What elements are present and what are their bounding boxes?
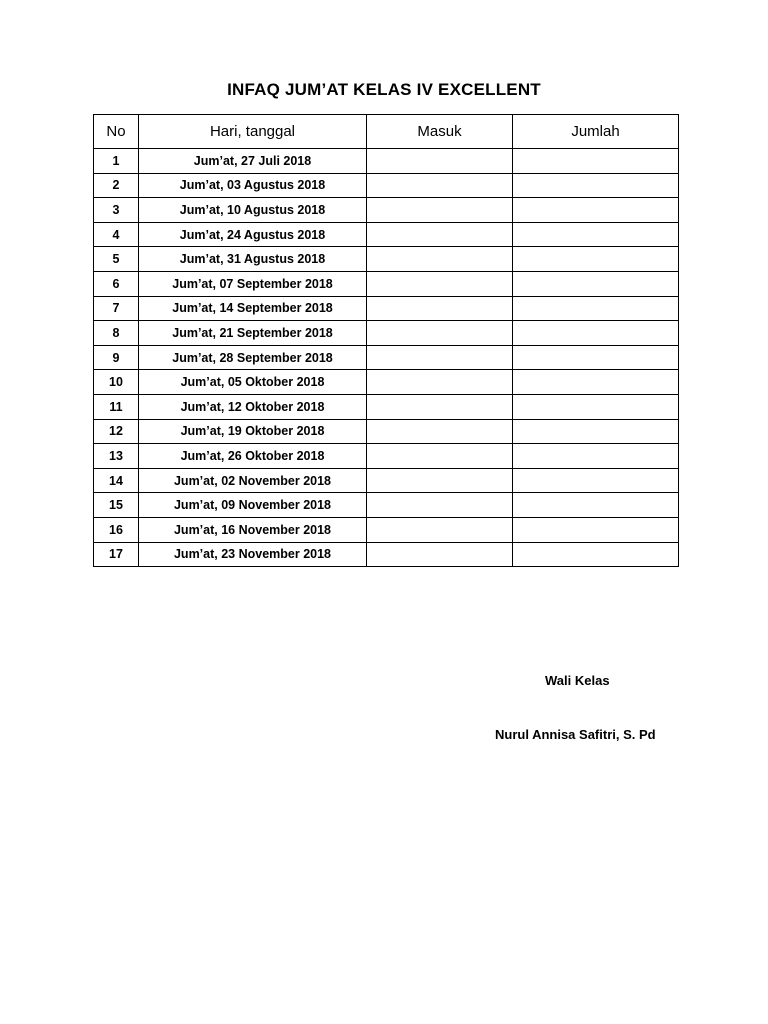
table-row bbox=[94, 173, 679, 198]
table-row bbox=[94, 296, 679, 321]
table-row bbox=[94, 468, 679, 493]
cell-jumlah bbox=[513, 542, 679, 567]
cell-masuk bbox=[367, 419, 513, 444]
cell-no: 13 bbox=[94, 444, 139, 469]
cell-masuk bbox=[367, 394, 513, 419]
table-row bbox=[94, 493, 679, 518]
header-jumlah: Jumlah bbox=[513, 115, 679, 149]
table-row bbox=[94, 394, 679, 419]
cell-jumlah bbox=[513, 271, 679, 296]
cell-jumlah bbox=[513, 370, 679, 395]
cell-no: 11 bbox=[94, 394, 139, 419]
cell-no: 15 bbox=[94, 493, 139, 518]
infaq-table bbox=[93, 114, 679, 567]
table-row bbox=[94, 419, 679, 444]
cell-jumlah bbox=[513, 149, 679, 174]
cell-masuk bbox=[367, 173, 513, 198]
header-no: No bbox=[94, 115, 139, 149]
document-title: INFAQ JUM’AT KELAS IV EXCELLENT bbox=[227, 80, 541, 99]
cell-no: 5 bbox=[94, 247, 139, 272]
cell-masuk bbox=[367, 517, 513, 542]
header-masuk: Masuk bbox=[367, 115, 513, 149]
table-row bbox=[94, 345, 679, 370]
cell-masuk bbox=[367, 345, 513, 370]
cell-date: Jum’at, 26 Oktober 2018 bbox=[139, 444, 367, 469]
cell-date: Jum’at, 10 Agustus 2018 bbox=[139, 198, 367, 223]
cell-masuk bbox=[367, 296, 513, 321]
cell-jumlah bbox=[513, 345, 679, 370]
table-row bbox=[94, 271, 679, 296]
cell-no: 9 bbox=[94, 345, 139, 370]
table-row bbox=[94, 321, 679, 346]
signature-name: Nurul Annisa Safitri, S. Pd bbox=[495, 727, 656, 742]
header-date: Hari, tanggal bbox=[139, 115, 367, 149]
cell-masuk bbox=[367, 468, 513, 493]
cell-masuk bbox=[367, 247, 513, 272]
cell-date: Jum’at, 02 November 2018 bbox=[139, 468, 367, 493]
cell-date: Jum’at, 14 September 2018 bbox=[139, 296, 367, 321]
cell-jumlah bbox=[513, 198, 679, 223]
cell-masuk bbox=[367, 271, 513, 296]
table-row bbox=[94, 444, 679, 469]
cell-jumlah bbox=[513, 394, 679, 419]
cell-jumlah bbox=[513, 247, 679, 272]
cell-masuk bbox=[367, 321, 513, 346]
cell-jumlah bbox=[513, 173, 679, 198]
cell-date: Jum’at, 16 November 2018 bbox=[139, 517, 367, 542]
table-row bbox=[94, 198, 679, 223]
cell-jumlah bbox=[513, 517, 679, 542]
cell-jumlah bbox=[513, 321, 679, 346]
cell-date: Jum’at, 28 September 2018 bbox=[139, 345, 367, 370]
cell-date: Jum’at, 24 Agustus 2018 bbox=[139, 222, 367, 247]
cell-date: Jum’at, 09 November 2018 bbox=[139, 493, 367, 518]
table-header-row bbox=[94, 115, 679, 149]
cell-no: 1 bbox=[94, 149, 139, 174]
cell-jumlah bbox=[513, 493, 679, 518]
cell-masuk bbox=[367, 370, 513, 395]
signature-role: Wali Kelas bbox=[545, 673, 610, 688]
cell-jumlah bbox=[513, 222, 679, 247]
cell-no: 8 bbox=[94, 321, 139, 346]
table-row bbox=[94, 370, 679, 395]
cell-no: 7 bbox=[94, 296, 139, 321]
cell-jumlah bbox=[513, 419, 679, 444]
cell-jumlah bbox=[513, 444, 679, 469]
cell-masuk bbox=[367, 493, 513, 518]
cell-jumlah bbox=[513, 296, 679, 321]
cell-no: 6 bbox=[94, 271, 139, 296]
cell-masuk bbox=[367, 222, 513, 247]
cell-no: 10 bbox=[94, 370, 139, 395]
cell-no: 17 bbox=[94, 542, 139, 567]
cell-masuk bbox=[367, 149, 513, 174]
cell-date: Jum’at, 03 Agustus 2018 bbox=[139, 173, 367, 198]
table-row bbox=[94, 222, 679, 247]
cell-no: 3 bbox=[94, 198, 139, 223]
cell-date: Jum’at, 31 Agustus 2018 bbox=[139, 247, 367, 272]
cell-date: Jum’at, 21 September 2018 bbox=[139, 321, 367, 346]
cell-no: 12 bbox=[94, 419, 139, 444]
cell-jumlah bbox=[513, 468, 679, 493]
cell-masuk bbox=[367, 198, 513, 223]
cell-date: Jum’at, 23 November 2018 bbox=[139, 542, 367, 567]
cell-no: 2 bbox=[94, 173, 139, 198]
cell-date: Jum’at, 27 Juli 2018 bbox=[139, 149, 367, 174]
cell-date: Jum’at, 12 Oktober 2018 bbox=[139, 394, 367, 419]
table-row bbox=[94, 247, 679, 272]
cell-date: Jum’at, 07 September 2018 bbox=[139, 271, 367, 296]
cell-masuk bbox=[367, 444, 513, 469]
cell-no: 16 bbox=[94, 517, 139, 542]
table-row bbox=[94, 542, 679, 567]
cell-no: 4 bbox=[94, 222, 139, 247]
table-row bbox=[94, 517, 679, 542]
table-row bbox=[94, 149, 679, 174]
cell-no: 14 bbox=[94, 468, 139, 493]
cell-date: Jum’at, 19 Oktober 2018 bbox=[139, 419, 367, 444]
cell-masuk bbox=[367, 542, 513, 567]
cell-date: Jum’at, 05 Oktober 2018 bbox=[139, 370, 367, 395]
table-body bbox=[94, 149, 679, 567]
